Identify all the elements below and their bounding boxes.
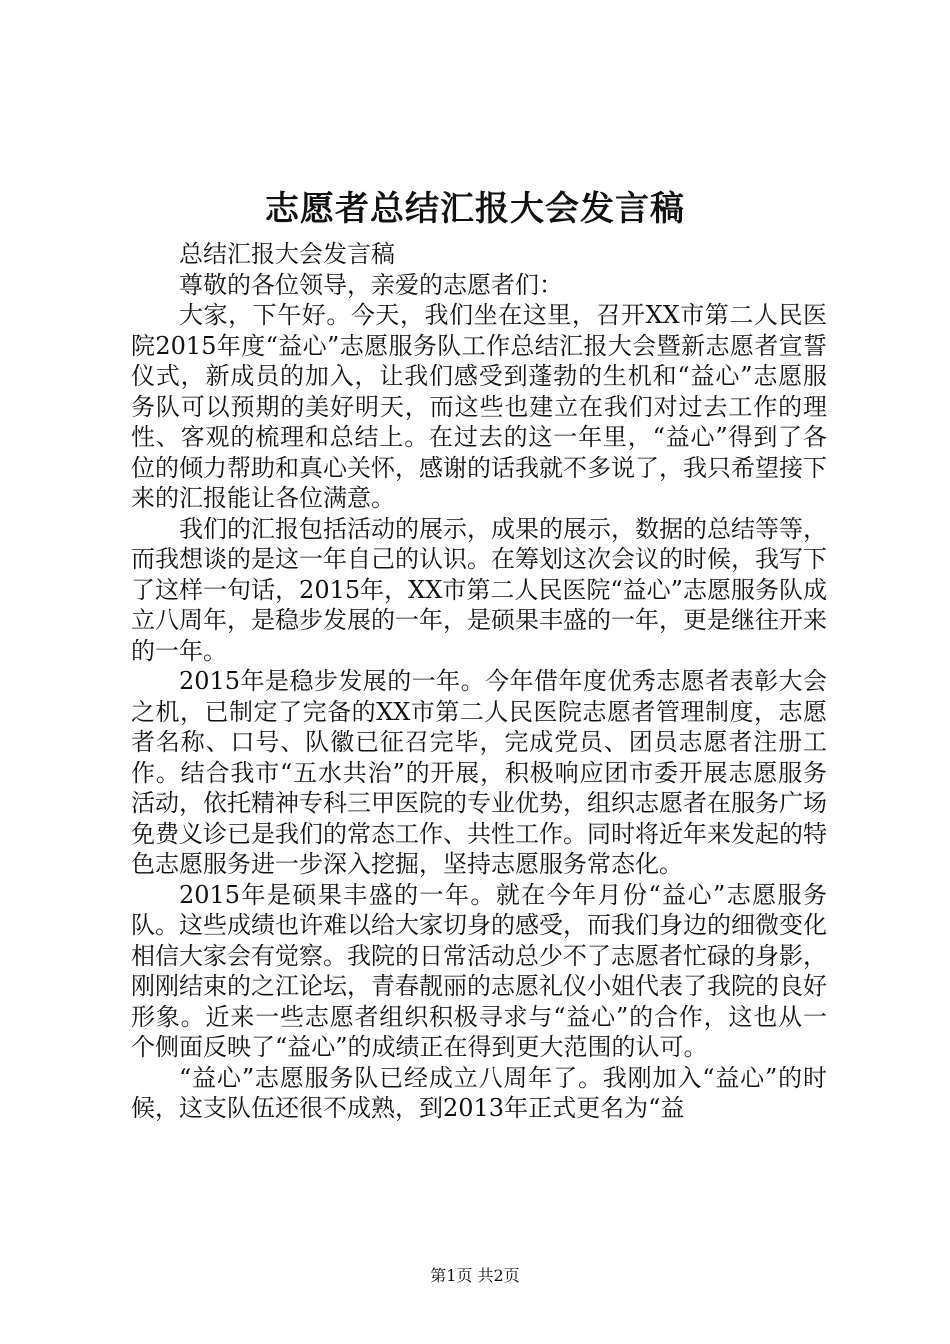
paragraph-steady-development: 2015年是稳步发展的一年。今年借年度优秀志愿者表彰大会之机，已制定了完备的XX市第二人民医院志愿者管理制度，志愿者名称、口号、队徽已征召完毕，完成党员、团员志愿者注册工作。结合我市“五水共治”的开展，积极响应团市委开展志愿服务活动，依托精神专科三甲医院的专业优势，组织志愿者在服务广场免费义诊已是我们的常态工作、共性工作。同时将近年来发起的特色志愿服务进一步深入挖掘，坚持志愿服务常态化。: [131, 667, 827, 878]
document-title: 志愿者总结汇报大会发言稿: [265, 189, 685, 229]
paragraph-heading-repeat: 总结汇报大会发言稿: [179, 240, 395, 268]
paragraph-salutation: 尊敬的各位领导，亲爱的志愿者们：: [179, 270, 563, 299]
paragraph-fruitful-year: 2015年是硕果丰盛的一年。就在今年月份“益心”志愿服务队。这些成绩也许难以给大家切身的感受，而我们身边的细微变化相信大家会有觉察。我院的日常活动总少不了志愿者忙碌的身影，刚刚结束的之江论坛，青春靓丽的志愿礼仪小姐代表了我院的良好形象。近来一些志愿者组织积极寻求与“益心”的合作，这也从一个侧面反映了“益心”的成绩正在得到更大范围的认可。: [131, 880, 827, 1061]
document-body: [131, 239, 827, 1124]
paragraph-report-intro: 我们的汇报包括活动的展示，成果的展示，数据的总结等等，而我想谈的是这一年自己的认识。在筹划这次会议的时候，我写下了这样一句话，2015年，XX市第二人民医院“益心”志愿服务队成立八周年，是稳步发展的一年，是硕果丰盛的一年，更是继往开来的一年。: [131, 514, 827, 665]
paragraph-opening: 大家，下午好。今天，我们坐在这里，召开XX市第二人民医院2015年度“益心”志愿服务队工作总结汇报大会暨新志愿者宣誓仪式，新成员的加入，让我们感受到蓬勃的生机和“益心”志愿服务队可以预期的美好明天，而这些也建立在我们对过去工作的理性、客观的梳理和总结上。在过去的这一年里，“益心”得到了各位的倾力帮助和真心关怀，感谢的话我就不多说了，我只希望接下来的汇报能让各位满意。: [131, 301, 827, 512]
page-number: 第1页 共2页: [430, 1266, 520, 1285]
paragraph-eighth-anniversary: “益心”志愿服务队已经成立八周年了。我刚加入“益心”的时候，这支队伍还很不成熟，到2013年正式更名为“益: [131, 1063, 827, 1122]
